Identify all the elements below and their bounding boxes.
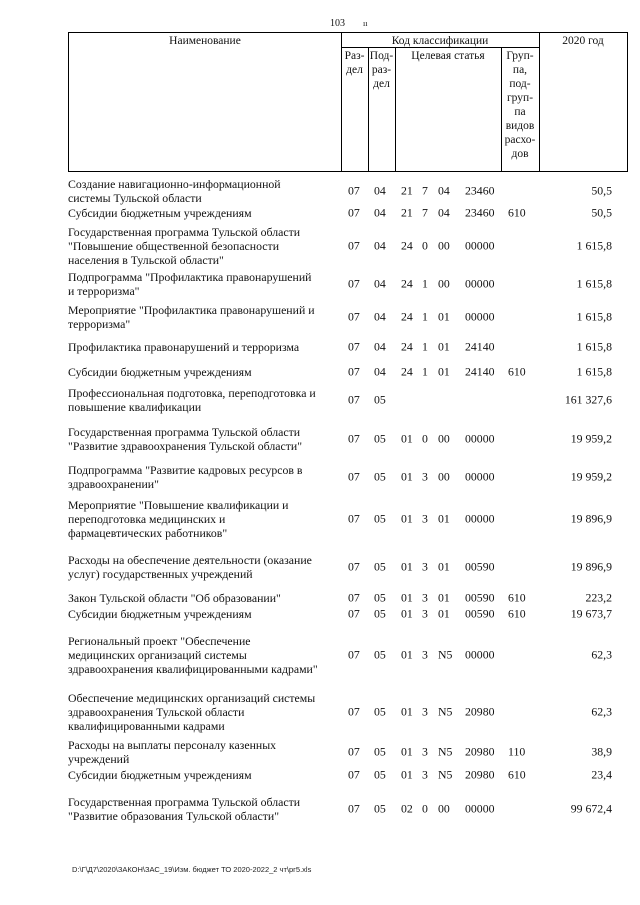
subsection-code: 05	[374, 767, 386, 782]
subprogram-code: 3	[422, 767, 428, 782]
row-name-line: Закон Тульской области "Об образовании"	[68, 591, 281, 605]
section-code: 07	[348, 431, 360, 446]
row-name	[68, 303, 340, 331]
table-row	[0, 552, 640, 582]
event-code: 00	[438, 431, 450, 446]
subprogram-code: 1	[422, 309, 428, 324]
direction-code: 00000	[465, 801, 495, 816]
table-row	[0, 339, 640, 355]
row-name	[68, 177, 340, 205]
row-name-line: Региональный проект "Обеспечение	[68, 634, 251, 648]
table-row	[0, 300, 640, 334]
row-name-line: Субсидии бюджетным учреждениям	[68, 768, 252, 782]
row-name	[68, 340, 340, 354]
header-year: 2020 год	[562, 35, 604, 47]
event-code: N5	[438, 647, 453, 662]
direction-code: 00000	[465, 511, 495, 526]
program-code: 02	[401, 801, 413, 816]
row-name-line: Обеспечение медицинских организаций системы	[68, 691, 316, 705]
program-code: 24	[401, 364, 413, 379]
row-name-line: системы Тульской области	[68, 191, 202, 205]
subsection-code: 05	[374, 431, 386, 446]
header-name: Наименование	[169, 35, 241, 47]
table-row	[0, 205, 640, 221]
row-name-line: Государственная программа Тульской области	[68, 225, 301, 239]
amount-2020: 62,3	[591, 704, 612, 719]
header-group-line: Груп-	[506, 50, 534, 62]
event-code: 00	[438, 469, 450, 484]
direction-code: 00000	[465, 431, 495, 446]
subsection-code: 05	[374, 559, 386, 574]
row-name-line: Мероприятие "Повышение квалификации и	[68, 498, 289, 512]
row-name-line: Подпрограмма "Развитие кадровых ресурсов в	[68, 463, 303, 477]
direction-code: 00000	[465, 238, 495, 253]
row-name	[68, 206, 340, 220]
subprogram-code: 3	[422, 511, 428, 526]
section-code: 07	[348, 238, 360, 253]
section-code: 07	[348, 647, 360, 662]
subprogram-code: 3	[422, 469, 428, 484]
table-row	[0, 269, 640, 299]
amount-2020: 99 672,4	[570, 801, 612, 816]
subprogram-code: 7	[422, 205, 428, 220]
header-group-line: па	[514, 106, 526, 118]
row-name	[68, 365, 340, 379]
subprogram-code: 3	[422, 647, 428, 662]
amount-2020: 1 615,8	[576, 339, 612, 354]
direction-code: 23460	[465, 205, 495, 220]
row-name-line: повышение квалификации	[68, 400, 202, 414]
expense-group-code: 610	[508, 606, 526, 621]
row-name-line: здравоохранении"	[68, 477, 159, 491]
row-name-line: и терроризма"	[68, 284, 140, 298]
event-code: 04	[438, 183, 450, 198]
amount-2020: 1 615,8	[576, 364, 612, 379]
direction-code: 00000	[465, 469, 495, 484]
amount-2020: 19 959,2	[570, 469, 612, 484]
event-code: 04	[438, 205, 450, 220]
subsection-code: 04	[374, 309, 386, 324]
header-group-line: дов	[511, 148, 529, 160]
table-row	[0, 767, 640, 783]
section-code: 07	[348, 392, 360, 407]
amount-2020: 38,9	[591, 744, 612, 759]
row-name-line: медицинских организаций системы	[68, 648, 247, 662]
table-row	[0, 224, 640, 268]
row-name-line: Мероприятие "Профилактика правонарушений и	[68, 303, 315, 317]
subprogram-code: 3	[422, 559, 428, 574]
program-code: 01	[401, 647, 413, 662]
subprogram-code: 3	[422, 704, 428, 719]
event-code: N5	[438, 744, 453, 759]
subsection-code: 05	[374, 606, 386, 621]
table-row	[0, 794, 640, 824]
subsection-code: 05	[374, 590, 386, 605]
program-code: 24	[401, 309, 413, 324]
row-name-line: переподготовка медицинских и	[68, 512, 226, 526]
section-code: 07	[348, 559, 360, 574]
amount-2020: 19 959,2	[570, 431, 612, 446]
header-group-line: па,	[512, 64, 528, 76]
table-row	[0, 633, 640, 677]
direction-code: 00590	[465, 606, 495, 621]
table-row	[0, 738, 640, 766]
subsection-code: 04	[374, 364, 386, 379]
row-name-line: Субсидии бюджетным учреждениям	[68, 206, 252, 220]
row-name-line: фармацевтических работников"	[68, 526, 228, 540]
subsection-code: 05	[374, 469, 386, 484]
subsection-code: 04	[374, 339, 386, 354]
event-code: 01	[438, 511, 450, 526]
subsection-code: 05	[374, 511, 386, 526]
header-group-line: видов	[505, 120, 535, 132]
row-name-line: Профессиональная подготовка, переподготовка и	[68, 386, 316, 400]
row-name	[68, 591, 340, 605]
subsection-code: 05	[374, 392, 386, 407]
header-subsection-line: раз-	[371, 64, 392, 76]
amount-2020: 1 615,8	[576, 238, 612, 253]
subprogram-code: 1	[422, 339, 428, 354]
header-group-line: под-	[509, 78, 531, 90]
subprogram-code: 0	[422, 801, 428, 816]
row-name-line: Субсидии бюджетным учреждениям	[68, 607, 252, 621]
row-name-line: Субсидии бюджетным учреждениям	[68, 365, 252, 379]
subsection-code: 04	[374, 238, 386, 253]
direction-code: 00000	[465, 309, 495, 324]
event-code: 00	[438, 276, 450, 291]
program-code: 21	[401, 183, 413, 198]
subprogram-code: 7	[422, 183, 428, 198]
table-row	[0, 497, 640, 541]
subsection-code: 05	[374, 801, 386, 816]
direction-code: 00000	[465, 276, 495, 291]
program-code: 01	[401, 704, 413, 719]
page-mark: ıı	[363, 19, 368, 28]
row-name-line: "Повышение общественной безопасности	[68, 239, 280, 253]
row-name-line: Профилактика правонарушений и терроризма	[68, 340, 300, 354]
row-name-line: учреждений	[68, 752, 130, 766]
subsection-code: 05	[374, 744, 386, 759]
row-name	[68, 634, 340, 676]
direction-code: 20980	[465, 744, 495, 759]
table-row	[0, 606, 640, 622]
subsection-code: 05	[374, 704, 386, 719]
table-row	[0, 364, 640, 380]
header-classification: Код классификации	[391, 35, 489, 47]
section-code: 07	[348, 590, 360, 605]
file-path-footer: D:\Г\Д7\2020\ЗАКОН\ЗАС_19\Изм. бюджет ТО 2020-2022_2 чт\рг5.xls	[72, 865, 312, 874]
event-code: 01	[438, 364, 450, 379]
program-code: 01	[401, 469, 413, 484]
program-code: 01	[401, 767, 413, 782]
row-name-line: здравоохранения квалифицированными кадрами"	[68, 662, 318, 676]
row-name	[68, 463, 340, 491]
row-name	[68, 270, 340, 298]
row-name-line: услуг) государственных учреждений	[68, 567, 253, 581]
subprogram-code: 1	[422, 276, 428, 291]
row-name-line: Подпрограмма "Профилактика правонарушений	[68, 270, 312, 284]
program-code: 01	[401, 511, 413, 526]
row-name-line: Расходы на обеспечение деятельности (оказание	[68, 553, 312, 567]
expense-group-code: 610	[508, 364, 526, 379]
event-code: 00	[438, 238, 450, 253]
row-name	[68, 691, 340, 733]
expense-group-code: 610	[508, 590, 526, 605]
row-name	[68, 425, 340, 453]
row-name-line: здравоохранения Тульской области	[68, 705, 245, 719]
section-code: 07	[348, 276, 360, 291]
program-code: 01	[401, 744, 413, 759]
event-code: 00	[438, 801, 450, 816]
row-name	[68, 607, 340, 621]
subprogram-code: 3	[422, 744, 428, 759]
row-name-line: Государственная программа Тульской области	[68, 795, 301, 809]
header-subsection-line: дел	[373, 78, 390, 90]
section-code: 07	[348, 469, 360, 484]
row-name-line: терроризма"	[68, 317, 131, 331]
direction-code: 23460	[465, 183, 495, 198]
section-code: 07	[348, 704, 360, 719]
row-name-line: "Развитие здравоохранения Тульской области"	[68, 439, 303, 453]
amount-2020: 23,4	[591, 767, 612, 782]
amount-2020: 50,5	[591, 205, 612, 220]
direction-code: 24140	[465, 364, 495, 379]
header-target-article: Целевая статья	[411, 50, 485, 62]
row-name-line: Создание навигационно-информационной	[68, 177, 281, 191]
table-row	[0, 177, 640, 205]
table-row	[0, 591, 640, 605]
page-number-value: 103	[330, 18, 345, 29]
header-subsection-line: Под-	[369, 50, 394, 62]
amount-2020: 50,5	[591, 183, 612, 198]
subprogram-code: 3	[422, 590, 428, 605]
table-row	[0, 462, 640, 492]
direction-code: 00000	[465, 647, 495, 662]
row-name	[68, 768, 340, 782]
amount-2020: 19 673,7	[570, 606, 612, 621]
expense-group-code: 610	[508, 767, 526, 782]
amount-2020: 161 327,6	[564, 392, 612, 407]
row-name-line: "Развитие образования Тульской области"	[68, 809, 280, 823]
section-code: 07	[348, 606, 360, 621]
subprogram-code: 0	[422, 238, 428, 253]
section-code: 07	[348, 309, 360, 324]
event-code: N5	[438, 704, 453, 719]
header-group-line: груп-	[506, 92, 534, 104]
event-code: 01	[438, 339, 450, 354]
section-code: 07	[348, 364, 360, 379]
program-code: 01	[401, 606, 413, 621]
table-row	[0, 385, 640, 415]
expense-group-code: 110	[508, 744, 526, 759]
program-code: 24	[401, 238, 413, 253]
row-name	[68, 386, 340, 414]
direction-code: 20980	[465, 704, 495, 719]
row-name	[68, 738, 340, 766]
subsection-code: 04	[374, 276, 386, 291]
amount-2020: 19 896,9	[570, 559, 612, 574]
event-code: 01	[438, 559, 450, 574]
amount-2020: 223,2	[585, 590, 612, 605]
section-code: 07	[348, 511, 360, 526]
event-code: N5	[438, 767, 453, 782]
direction-code: 00590	[465, 590, 495, 605]
table-row	[0, 690, 640, 734]
row-name	[68, 553, 340, 581]
row-name-line: Расходы на выплаты персоналу казенных	[68, 738, 277, 752]
section-code: 07	[348, 744, 360, 759]
event-code: 01	[438, 309, 450, 324]
program-code: 24	[401, 339, 413, 354]
section-code: 07	[348, 205, 360, 220]
program-code: 21	[401, 205, 413, 220]
expense-group-code: 610	[508, 205, 526, 220]
section-code: 07	[348, 183, 360, 198]
row-name-line: квалифицированными кадрами	[68, 719, 225, 733]
header-section-line: Раз-	[344, 50, 365, 62]
direction-code: 24140	[465, 339, 495, 354]
program-code: 01	[401, 559, 413, 574]
row-name	[68, 498, 340, 540]
row-name	[68, 795, 340, 823]
event-code: 01	[438, 606, 450, 621]
direction-code: 00590	[465, 559, 495, 574]
amount-2020: 1 615,8	[576, 276, 612, 291]
section-code: 07	[348, 339, 360, 354]
amount-2020: 62,3	[591, 647, 612, 662]
subsection-code: 05	[374, 647, 386, 662]
program-code: 24	[401, 276, 413, 291]
event-code: 01	[438, 590, 450, 605]
header-section-line: дел	[346, 64, 363, 76]
subprogram-code: 0	[422, 431, 428, 446]
header-group-line: расхо-	[504, 134, 536, 146]
subsection-code: 04	[374, 205, 386, 220]
direction-code: 20980	[465, 767, 495, 782]
row-name-line: Государственная программа Тульской области	[68, 425, 301, 439]
program-code: 01	[401, 590, 413, 605]
row-name	[68, 225, 340, 267]
subprogram-code: 3	[422, 606, 428, 621]
row-name-line: населения в Тульской области"	[68, 253, 224, 267]
amount-2020: 1 615,8	[576, 309, 612, 324]
amount-2020: 19 896,9	[570, 511, 612, 526]
section-code: 07	[348, 801, 360, 816]
table-row	[0, 422, 640, 456]
subprogram-code: 1	[422, 364, 428, 379]
section-code: 07	[348, 767, 360, 782]
program-code: 01	[401, 431, 413, 446]
subsection-code: 04	[374, 183, 386, 198]
